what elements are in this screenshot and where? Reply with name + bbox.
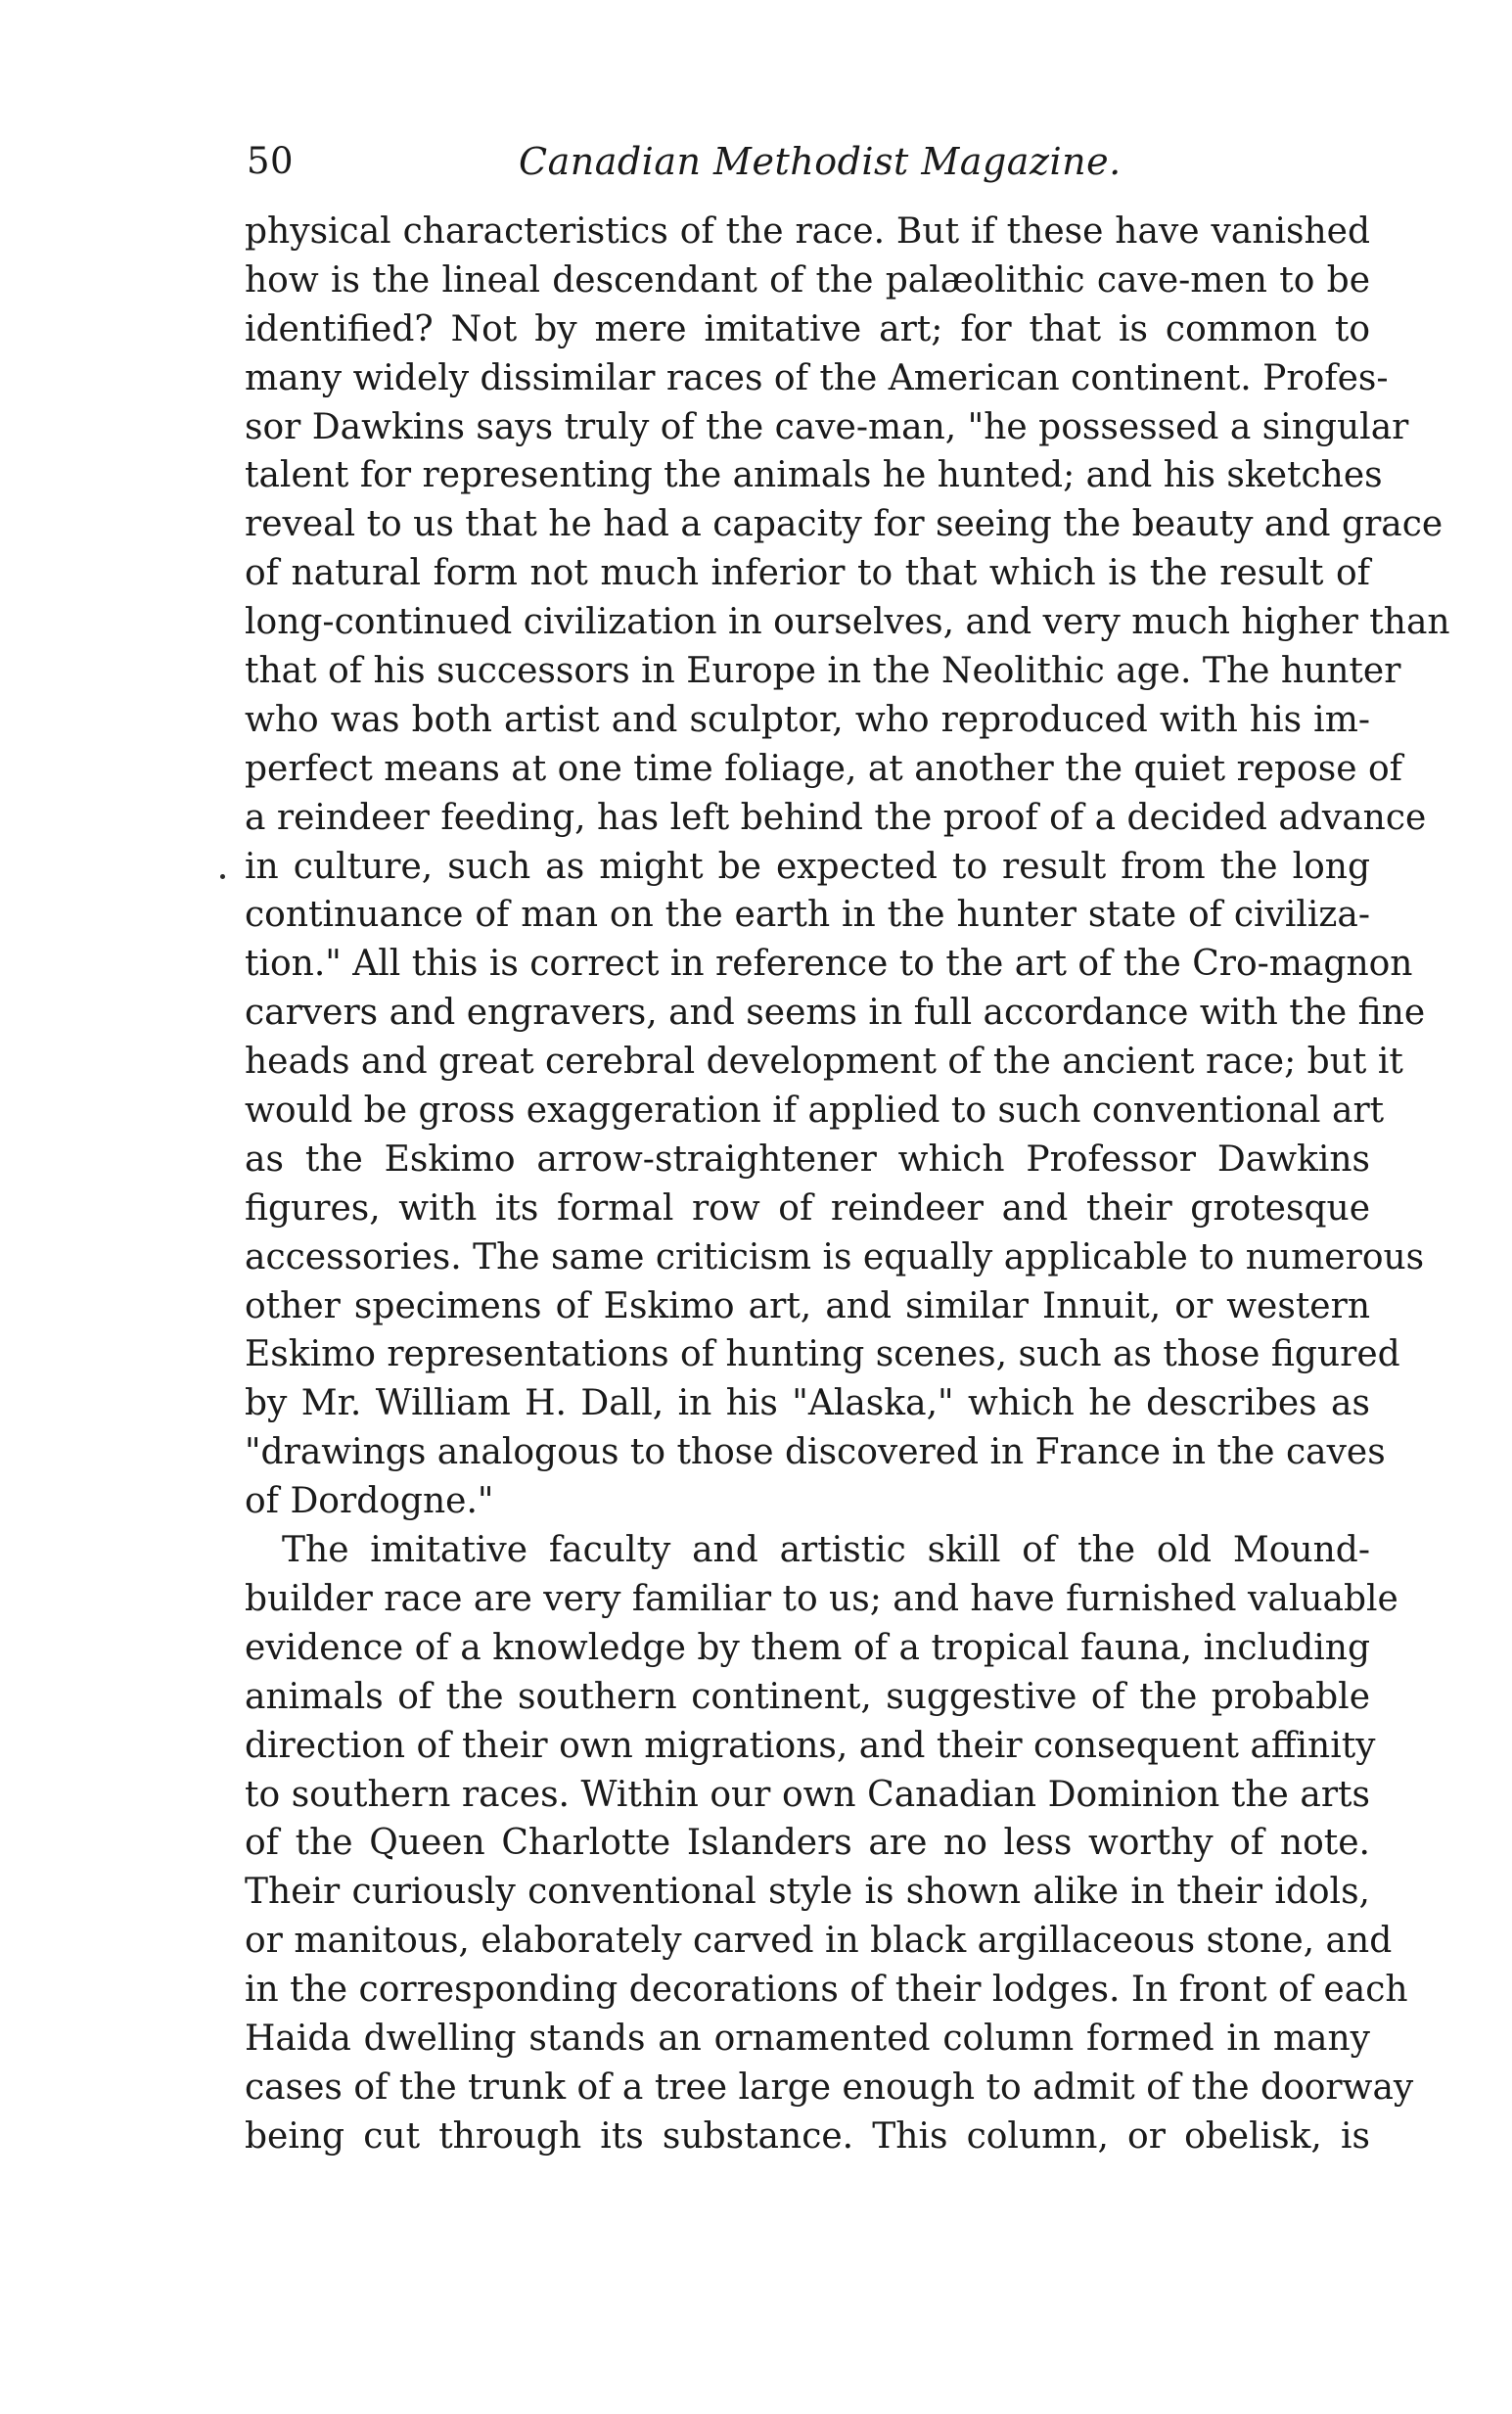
text-line: who was both artist and sculptor, who reproduced with his im- [245,699,1370,740]
text-line: animals of the southern continent, suggestive of the probable [245,1676,1370,1717]
text-line: physical characteristics of the race. But if these have vanished [245,211,1370,252]
text-line: identified? Not by mere imitative art; for that is common to [245,308,1370,349]
paragraph-2 [245,1526,1414,2161]
text-line: Their curiously conventional style is shown alike in their idols, [245,1872,1370,1913]
text-line: Eskimo representations of hunting scenes, such as those figured [245,1334,1400,1375]
text-line: Haida dwelling stands an ornamented column formed in many [245,2018,1370,2059]
text-line: as the Eskimo arrow-straightener which Professor Dawkins [245,1138,1370,1180]
text-line: of the Queen Charlotte Islanders are no less worthy of note. [245,1823,1370,1864]
margin-print-speck [220,874,225,879]
text-line: talent for representing the animals he hunted; and his sketches [245,455,1383,496]
text-line: direction of their own migrations, and their consequent affinity [245,1725,1376,1766]
text-line: to southern races. Within our own Canadian Dominion the arts [245,1774,1370,1815]
text-line: other specimens of Eskimo art, and similar Innuit, or western [245,1285,1370,1326]
text-line: perfect means at one time foliage, at another the quiet repose of [245,748,1402,789]
text-line: of natural form not much inferior to that which is the result of [245,553,1370,594]
page-number: 50 [247,140,295,182]
text-line: "drawings analogous to those discovered in France in the caves [245,1432,1386,1473]
text-line: being cut through its substance. This column, or obelisk, is [245,2115,1370,2157]
text-line: in the corresponding decorations of their lodges. In front of each [245,1970,1408,2011]
text-line: by Mr. William H. Dall, in his "Alaska," which he describes as [245,1383,1370,1424]
text-line: reveal to us that he had a capacity for seeing the beauty and grace [245,504,1443,545]
text-line: in culture, such as might be expected to result from the long [245,846,1370,887]
text-line: continuance of man on the earth in the hunter state of civiliza- [245,895,1370,936]
text-line: cases of the trunk of a tree large enough to admit of the doorway [245,2066,1414,2108]
text-line: long-continued civilization in ourselves, and very much higher than [245,602,1450,643]
text-line: a reindeer feeding, has left behind the proof of a decided advance [245,797,1427,838]
text-line: tion." All this is correct in reference to the art of the Cro-magnon [245,944,1413,985]
paragraph-1 [245,208,1450,1526]
text-line: would be gross exaggeration if applied to such conventional art [245,1091,1385,1132]
text-line: figures, with its formal row of reindeer and their grotesque [245,1187,1370,1229]
text-line: or manitous, elaborately carved in black argillaceous stone, and [245,1921,1393,1962]
text-line: builder race are very familiar to us; and have furnished valuable [245,1578,1398,1619]
text-line: The imitative faculty and artistic skill of the old Mound- [282,1530,1370,1571]
text-line: that of his successors in Europe in the Neolithic age. The hunter [245,651,1401,692]
text-line: how is the lineal descendant of the palæolithic cave-men to be [245,259,1370,301]
running-title: Canadian Methodist Magazine. [519,140,1122,183]
text-line: carvers and engravers, and seems in full accordance with the fine [245,993,1426,1034]
text-line: many widely dissimilar races of the American continent. Profes- [245,357,1389,398]
body-text [245,208,1450,2161]
text-line: heads and great cerebral development of the ancient race; but it [245,1042,1403,1083]
text-line: evidence of a knowledge by them of a tropical fauna, including [245,1627,1370,1668]
text-line: of Dordogne." [245,1481,494,1522]
text-line: sor Dawkins says truly of the cave-man, "he possessed a singular [245,406,1409,447]
page-header [245,132,1370,191]
text-line: accessories. The same criticism is equally applicable to numerous [245,1236,1425,1277]
